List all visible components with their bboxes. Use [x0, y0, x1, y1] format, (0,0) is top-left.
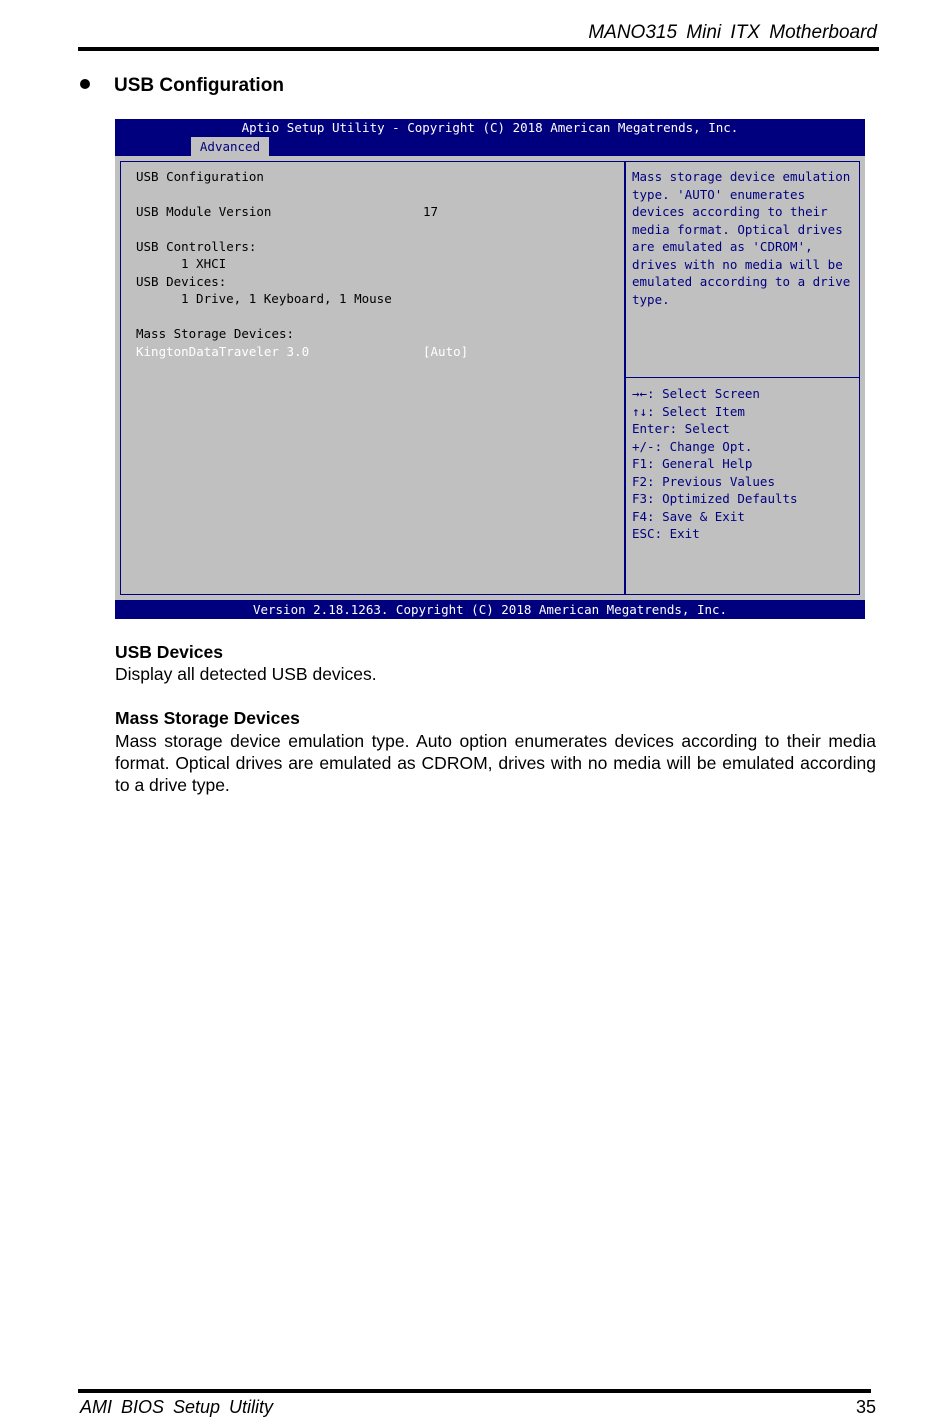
key-hint-line: F1: General Help	[632, 456, 753, 471]
help-line: devices according to their	[632, 204, 828, 219]
bios-main-panel	[120, 161, 625, 595]
mass-storage-text: Mass storage device emulation type. Auto option enumerates devices according to their media format. Optical drives are emulated as CDROM, drives with no media will be emulated according to a drive type.	[115, 731, 876, 795]
bios-help-panel	[625, 161, 860, 378]
header-rule	[78, 47, 879, 51]
devices-value: 1 Drive, 1 Keyboard, 1 Mouse	[181, 291, 392, 306]
bullet-icon	[80, 79, 90, 89]
tab-advanced[interactable]: Advanced	[191, 137, 269, 156]
mass-storage-label: Mass Storage Devices:	[136, 326, 295, 341]
bios-screenshot	[115, 119, 865, 619]
section-heading-text: USB Configuration	[114, 75, 284, 96]
key-hint-line: Enter: Select	[632, 421, 730, 436]
controllers-value: 1 XHCI	[181, 256, 227, 271]
module-version-label: USB Module Version	[136, 204, 272, 219]
bios-footer: Version 2.18.1263. Copyright (C) 2018 American Megatrends, Inc.	[115, 600, 865, 619]
footer-title: AMI BIOS Setup Utility	[80, 1397, 274, 1417]
help-line: Mass storage device emulation	[632, 169, 851, 184]
mass-storage-device-item[interactable]: KingtonDataTraveler 3.0	[136, 344, 310, 359]
usb-devices-text: Display all detected USB devices.	[115, 664, 377, 684]
devices-label: USB Devices:	[136, 274, 227, 289]
section-heading	[80, 75, 284, 97]
controllers-label: USB Controllers:	[136, 239, 257, 254]
key-hint-line: F4: Save & Exit	[632, 508, 745, 524]
footer-rule	[78, 1389, 871, 1393]
help-line: emulated according to a drive	[632, 274, 851, 289]
help-line: type.	[632, 291, 670, 307]
main-title: USB Configuration	[136, 169, 264, 184]
key-hint-line: →←: Select Screen	[632, 386, 760, 401]
key-hint-line: ↑↓: Select Item	[632, 403, 745, 419]
usb-devices-heading: USB Devices	[115, 642, 223, 662]
bios-title-bar	[115, 119, 865, 156]
page-number: 35	[855, 1397, 876, 1417]
key-hint-line: ESC: Exit	[632, 526, 700, 541]
mass-storage-emulation-select[interactable]: [Auto]	[423, 344, 469, 359]
help-line: type. 'AUTO' enumerates	[632, 186, 806, 202]
help-line: media format. Optical drives	[632, 221, 843, 237]
key-hint-line: F2: Previous Values	[632, 473, 775, 489]
key-hint-line: +/-: Change Opt.	[632, 438, 753, 454]
bios-keys-panel	[625, 377, 860, 595]
module-version-value: 17	[423, 204, 439, 219]
mass-storage-heading: Mass Storage Devices	[115, 708, 300, 728]
help-line: are emulated as 'CDROM',	[632, 239, 813, 254]
help-line: drives with no media will be	[632, 256, 843, 272]
document-header-title: MANO315 Mini ITX Motherboard	[588, 22, 877, 43]
key-hint-line: F3: Optimized Defaults	[632, 491, 798, 506]
bios-title: Aptio Setup Utility - Copyright (C) 2018 American Megatrends, Inc.	[241, 120, 739, 135]
